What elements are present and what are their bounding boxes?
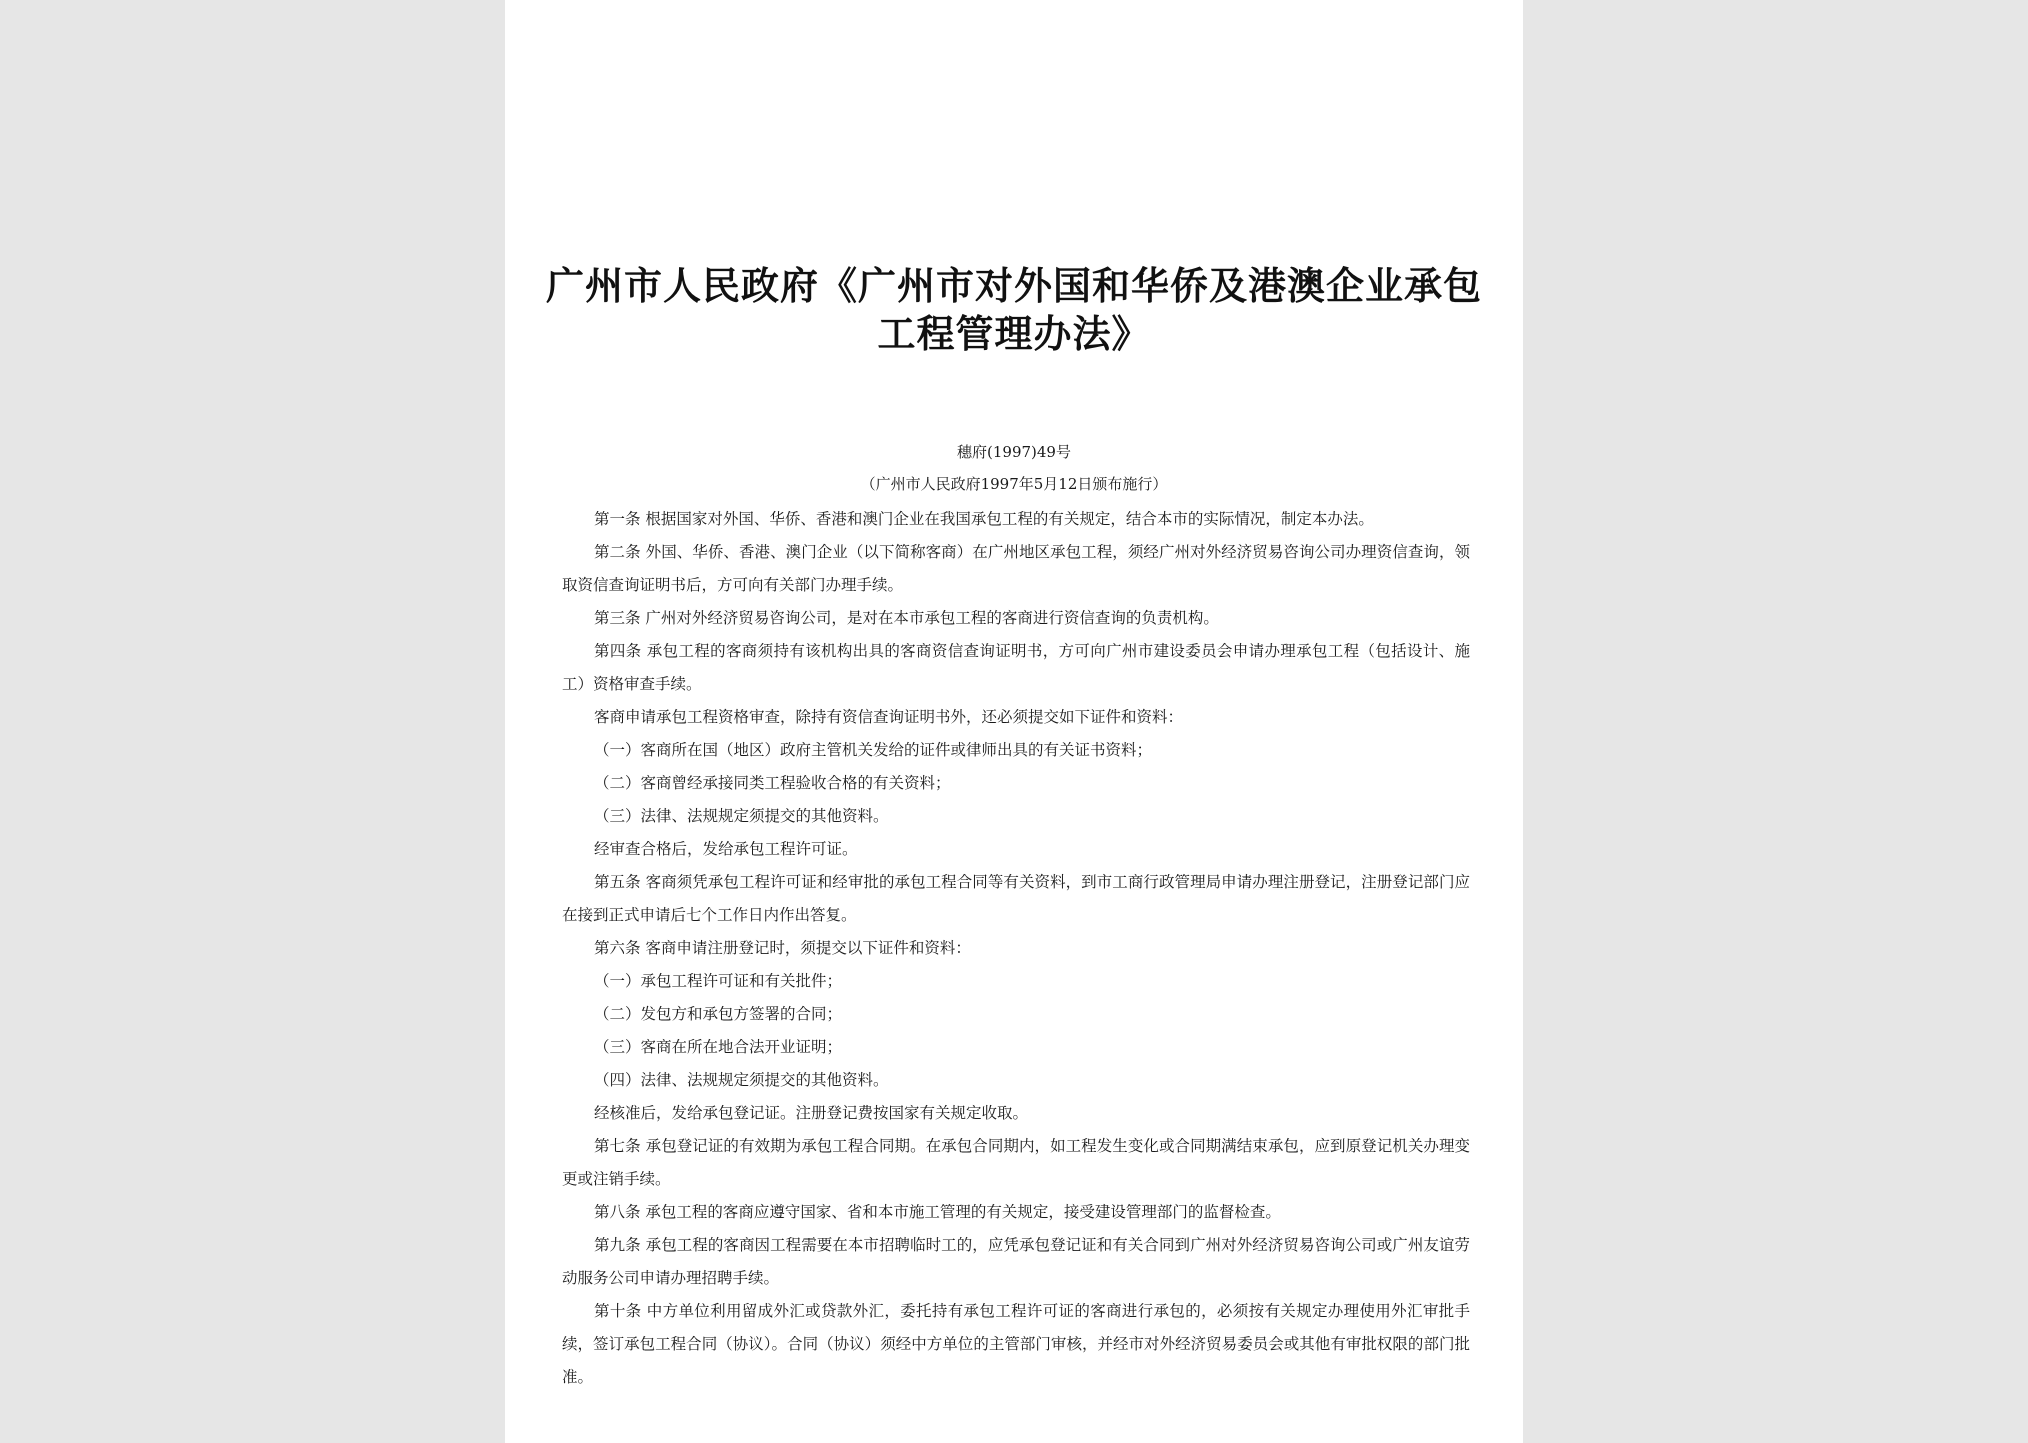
paragraph: 第三条 广州对外经济贸易咨询公司，是对在本市承包工程的客商进行资信查询的负责机构。 xyxy=(594,609,1219,627)
paragraph: 第十条 中方单位利用留成外汇或贷款外汇，委托持有承包工程许可证的客商进行承包的，必须按有关规定办理使用外汇审批手续，签订承包工程合同（协议）。合同（协议）须经中方单位的主管部门审核，并经市对外经济贸易委员会或其他有审批权限的部门批准。 xyxy=(562,1302,1470,1386)
document-title xyxy=(545,262,1483,358)
paragraph: （三）客商在所在地合法开业证明； xyxy=(594,1038,843,1056)
paragraph: （二）客商曾经承接同类工程验收合格的有关资料； xyxy=(594,774,951,792)
paragraph: 第八条 承包工程的客商应遵守国家、省和本市施工管理的有关规定，接受建设管理部门的监督检查。 xyxy=(594,1203,1281,1221)
paragraph: 经审查合格后，发给承包工程许可证。 xyxy=(594,840,858,858)
title-line-2: 工程管理办法》 xyxy=(877,312,1151,356)
document-body xyxy=(562,503,1470,1394)
paragraph: 客商申请承包工程资格审查，除持有资信查询证明书外，还必须提交如下证件和资料： xyxy=(594,708,1184,726)
title-line-1: 广州市人民政府《广州市对外国和华侨及港澳企业承包 xyxy=(545,264,1482,308)
paragraph: 第六条 客商申请注册登记时，须提交以下证件和资料： xyxy=(594,939,971,957)
paragraph: 第四条 承包工程的客商须持有该机构出具的客商资信查询证明书，方可向广州市建设委员会申请办理承包工程（包括设计、施工）资格审查手续。 xyxy=(562,642,1470,693)
paragraph: （三）法律、法规规定须提交的其他资料。 xyxy=(594,807,889,825)
document-page xyxy=(505,0,1523,1443)
issue-note: （广州市人民政府1997年5月12日颁布施行） xyxy=(860,475,1168,493)
paragraph: 第一条 根据国家对外国、华侨、香港和澳门企业在我国承包工程的有关规定，结合本市的实际情况，制定本办法。 xyxy=(594,510,1374,528)
paragraph: （一）承包工程许可证和有关批件； xyxy=(594,972,843,990)
paragraph: 第七条 承包登记证的有效期为承包工程合同期。在承包合同期内，如工程发生变化或合同期满结束承包，应到原登记机关办理变更或注销手续。 xyxy=(562,1137,1470,1188)
paragraph: 第九条 承包工程的客商因工程需要在本市招聘临时工的，应凭承包登记证和有关合同到广州对外经济贸易咨询公司或广州友谊劳动服务公司申请办理招聘手续。 xyxy=(562,1236,1470,1287)
document-number: 穗府(1997)49号 xyxy=(957,443,1071,461)
paragraph: 第二条 外国、华侨、香港、澳门企业（以下简称客商）在广州地区承包工程，须经广州对外经济贸易咨询公司办理资信查询，领取资信查询证明书后，方可向有关部门办理手续。 xyxy=(562,543,1470,594)
paragraph: 经核准后，发给承包登记证。注册登记费按国家有关规定收取。 xyxy=(594,1104,1029,1122)
paragraph: （二）发包方和承包方签署的合同； xyxy=(594,1005,843,1023)
paragraph: （一）客商所在国（地区）政府主管机关发给的证件或律师出具的有关证书资料； xyxy=(594,741,1153,759)
paragraph: （四）法律、法规规定须提交的其他资料。 xyxy=(594,1071,889,1089)
paragraph: 第五条 客商须凭承包工程许可证和经审批的承包工程合同等有关资料，到市工商行政管理局申请办理注册登记，注册登记部门应在接到正式申请后七个工作日内作出答复。 xyxy=(562,873,1470,924)
